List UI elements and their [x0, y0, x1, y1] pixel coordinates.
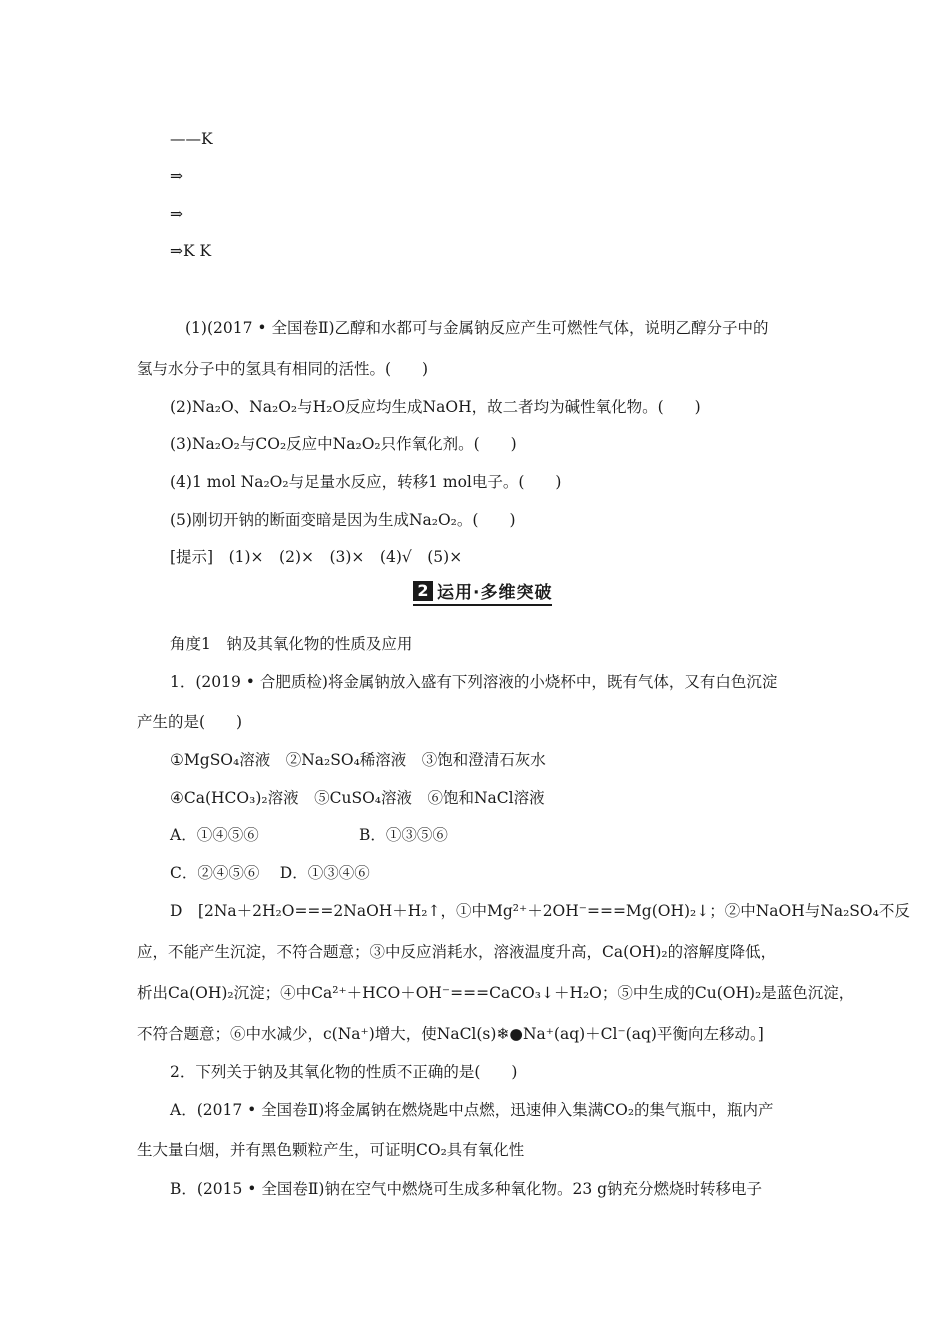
- schematic-line-2: ⇒: [170, 167, 183, 185]
- p1-solution-line2: 应，不能产生沉淀，不符合题意；③中反应消耗水，溶液温度升高，Ca(OH)₂的溶解度降低，: [137, 943, 777, 961]
- section-title: 运用·多维突破: [437, 583, 553, 603]
- p1-solution-line4: 不符合题意；⑥中水减少，c(Na⁺)增大，使NaCl(s)❄●Na⁺(aq)＋Cl⁻(aq)平衡向左移动。]: [137, 1025, 764, 1043]
- p1-stem-line1: 1．(2019 • 合肥质检)将金属钠放入盛有下列溶液的小烧杯中，既有气体，又有白色沉淀: [170, 673, 778, 691]
- angle-heading: 角度1 钠及其氧化物的性质及应用: [170, 635, 413, 653]
- judge-q1-line2: 氢与水分子中的氢具有相同的活性。( ): [137, 360, 429, 378]
- p1-stem-line2: 产生的是( ): [137, 713, 243, 731]
- p1-options-line2: ④Ca(HCO₃)₂溶液 ⑤CuSO₄溶液 ⑥饱和NaCl溶液: [170, 789, 545, 807]
- p1-solution-line1: D [2Na＋2H₂O===2NaOH＋H₂↑，①中Mg²⁺＋2OH⁻===Mg(OH)₂↓；②中NaOH与Na₂SO₄不反: [170, 902, 910, 920]
- p1-choice-cd: C．②④⑤⑥ D．①③④⑥: [170, 864, 370, 882]
- p1-solution-line3: 析出Ca(OH)₂沉淀；④中Ca²⁺＋HCO＋OH⁻===CaCO₃↓＋H₂O；⑤中生成的Cu(OH)₂是蓝色沉淀，: [137, 984, 855, 1002]
- p1-options-line1: ①MgSO₄溶液 ②Na₂SO₄稀溶液 ③饱和澄清石灰水: [170, 751, 546, 769]
- judge-q3: (3)Na₂O₂与CO₂反应中Na₂O₂只作氧化剂。( ): [170, 435, 517, 453]
- p1-choice-b: B．①③⑤⑥: [359, 826, 448, 844]
- judge-hint: [提示] (1)× (2)× (3)× (4)√ (5)×: [170, 548, 463, 566]
- p2-option-a-line1: A．(2017 • 全国卷Ⅱ)将金属钠在燃烧匙中点燃，迅速伸入集满CO₂的集气瓶中，瓶内产: [170, 1101, 774, 1119]
- p2-stem: 2．下列关于钠及其氧化物的性质不正确的是( ): [170, 1063, 518, 1081]
- judge-q1-line1: (1)(2017 • 全国卷Ⅱ)乙醇和水都可与金属钠反应产生可燃性气体，说明乙醇分子中的: [185, 319, 769, 337]
- p1-choice-a: A．①④⑤⑥: [170, 826, 259, 844]
- p2-option-b-line1: B．(2015 • 全国卷Ⅱ)钠在空气中燃烧可生成多种氧化物。23 g钠充分燃烧时转移电子: [170, 1180, 763, 1198]
- schematic-line-3: ⇒: [170, 205, 183, 223]
- p2-option-a-line2: 生大量白烟，并有黑色颗粒产生，可证明CO₂具有氧化性: [137, 1141, 525, 1159]
- section-number: 2: [413, 581, 433, 601]
- judge-q5: (5)刚切开钠的断面变暗是因为生成Na₂O₂。( ): [170, 511, 516, 529]
- judge-q2: (2)Na₂O、Na₂O₂与H₂O反应均生成NaOH，故二者均为碱性氧化物。( ): [170, 398, 701, 416]
- schematic-line-4: ⇒K K: [170, 242, 212, 260]
- schematic-line-1: ——K: [170, 130, 213, 148]
- judge-q4: (4)1 mol Na₂O₂与足量水反应，转移1 mol电子。( ): [170, 473, 562, 491]
- section-header: [413, 578, 552, 606]
